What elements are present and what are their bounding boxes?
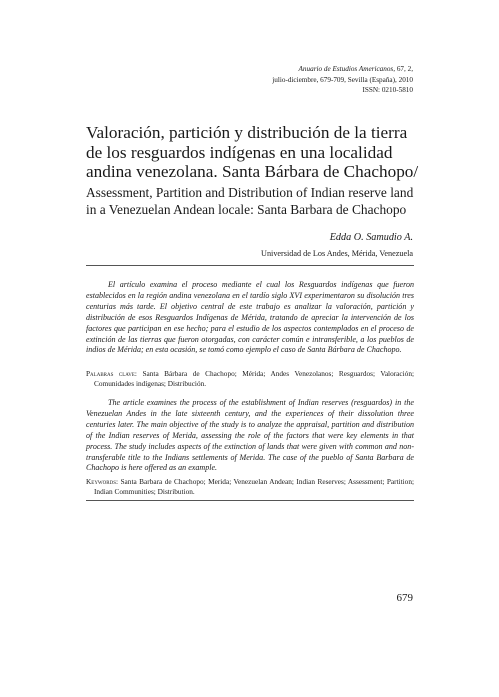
journal-header <box>153 64 413 96</box>
top-divider <box>86 265 414 266</box>
abstract-spanish: El artículo examina el proceso mediante el cual los Resguardos indígenas que fueron establecidos en la región andina venezolana en el tardío siglo XVI experimentaron su disolución tres centurias más tarde. El objetivo central de este trabajo es analizar la valoración, partición y distribución de esos Resguardos Indígenas de Mérida, tratando de apreciar la intervención de los factores que participan en ese hecho; para el estudio de los aspectos contemplados en el proceso de extinción de las tierras que fueron otorgadas, con carácter común e intransferible, a los pueblos de indios de Mérida; en esta ocasión, se tomó como ejemplo el caso de Santa Bárbara de Chachopo. <box>86 280 414 355</box>
journal-name: Anuario de Estudios Americanos <box>298 65 394 73</box>
abstract-english: The article examines the process of the establishment of Indian reserves (resguardos) in the Venezuelan Andes in the late sixteenth century, and the experiences of their dissolution three centuries later. The main objective of the study is to analyze the appraisal, partition and distribution of the Indian reserves of Merida, assessing the role of the factors that were key elements in that process. The study includes aspects of the extinction of lands that were given with common and non-transferable title to the Indians settlements of Merida. The case of the pueblo of Santa Barbara de Chachopo is here offered as an example. <box>86 398 414 473</box>
keywords-text-english: Santa Barbara de Chachopo; Merida; Venezuelan Andean; Indian Reserves; Assessment; Partition; Indian Communities; Distribution. <box>94 477 414 496</box>
journal-issn: ISSN: 0210-5810 <box>362 86 413 94</box>
keywords-spanish <box>86 369 414 388</box>
article-title-spanish: Valoración, partición y distribución de la tierra de los resguardos indígenas en una localidad andina venezolana. Santa Bárbara de Chachopo/ <box>86 123 419 181</box>
keywords-english <box>86 477 414 496</box>
journal-citation-line <box>153 64 413 75</box>
page-number: 679 <box>396 592 413 604</box>
journal-issue-line: julio-diciembre, 679-709, Sevilla (España), 2010 <box>272 75 413 84</box>
author-name: Edda O. Samudio A. <box>329 232 413 243</box>
keywords-text-spanish: Santa Bárbara de Chachopo; Mérida; Andes Venezolanos; Resguardos; Valoración; Comunidades indígenas; Distribución. <box>94 369 414 388</box>
bottom-divider <box>86 500 414 501</box>
journal-volume: , 67, 2, <box>393 65 413 73</box>
article-title-english: Assessment, Partition and Distribution of Indian reserve land in a Venezuelan Andean locale: Santa Barbara de Chachopo <box>86 185 414 218</box>
author-affiliation: Universidad de Los Andes, Mérida, Venezuela <box>261 249 413 258</box>
keywords-label-spanish: Palabras clave: <box>86 369 137 378</box>
keywords-label-english: Keywords: <box>86 477 119 486</box>
